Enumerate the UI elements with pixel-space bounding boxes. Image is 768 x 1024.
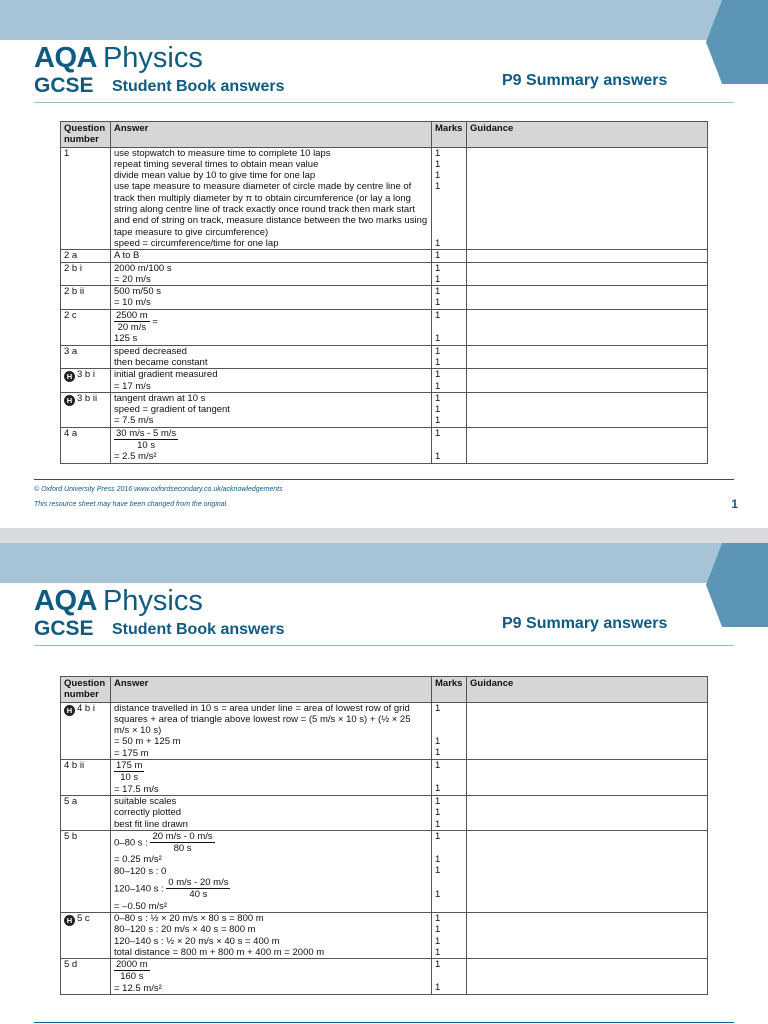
question-number: 2 b i bbox=[61, 262, 111, 286]
marks-cell bbox=[432, 262, 467, 286]
answer-cell bbox=[111, 250, 432, 262]
mark: 1 bbox=[435, 369, 441, 381]
fraction-line bbox=[114, 831, 428, 855]
mark-spacer bbox=[435, 321, 463, 333]
guidance-cell bbox=[467, 702, 708, 759]
col-question: Question number bbox=[61, 677, 111, 703]
header-band bbox=[0, 543, 768, 583]
higher-tier-icon: H bbox=[64, 915, 75, 926]
marks-cell bbox=[432, 427, 467, 463]
mark: 1 bbox=[435, 865, 441, 877]
answer-line: 80–120 s : 20 m/s × 40 s = 800 m bbox=[114, 924, 256, 936]
brand-subject: Physics bbox=[102, 42, 203, 74]
marks-cell bbox=[432, 795, 467, 830]
question-number: 3 a bbox=[61, 345, 111, 369]
question-number bbox=[61, 702, 111, 759]
answer-cell bbox=[111, 830, 432, 912]
mark: 1 bbox=[435, 912, 441, 924]
marks-cell bbox=[432, 345, 467, 369]
footer-divider bbox=[34, 1022, 734, 1023]
header-divider bbox=[34, 645, 734, 646]
mark: 1 bbox=[435, 262, 441, 274]
table-row bbox=[61, 262, 708, 286]
table-row bbox=[61, 309, 708, 345]
numerator: 30 m/s - 5 m/s bbox=[116, 427, 177, 439]
denominator: 10 s bbox=[120, 772, 139, 784]
answer-line: initial gradient measured bbox=[114, 369, 218, 381]
guidance-cell bbox=[467, 830, 708, 912]
answer-line: repeat timing several times to obtain mean value bbox=[114, 158, 319, 170]
question-label: 3 b ii bbox=[77, 392, 98, 404]
mark: 1 bbox=[435, 735, 441, 747]
marks-cell bbox=[432, 286, 467, 310]
mark: 1 bbox=[435, 795, 441, 807]
brand-subject: Physics bbox=[102, 585, 203, 617]
mark: 1 bbox=[435, 451, 441, 463]
answer-line: total distance = 800 m + 800 m + 400 m = 2000 m bbox=[114, 946, 325, 958]
answer-line: divide mean value by 10 to give time for one lap bbox=[114, 170, 316, 182]
mark: 1 bbox=[435, 959, 441, 971]
numerator: 2000 m bbox=[116, 959, 148, 971]
guidance-cell bbox=[467, 427, 708, 463]
answer-line: distance travelled in 10 s = area under line = area of lowest row of grid squares + area of triangle above lowest row = (5 m/s × 10 s) + (½ × 25 m/s × 10 s) bbox=[114, 702, 411, 737]
question-number bbox=[61, 392, 111, 427]
mark: 1 bbox=[435, 237, 441, 249]
question-label: 4 b i bbox=[77, 702, 95, 714]
mark: 1 bbox=[435, 181, 441, 193]
level-label: GCSE bbox=[34, 617, 94, 640]
doc-subtitle: Student Book answers bbox=[112, 621, 285, 638]
mark: 1 bbox=[435, 747, 441, 759]
mark-spacer bbox=[435, 193, 463, 238]
interval-label: 120–140 s : bbox=[114, 883, 164, 895]
mark: 1 bbox=[435, 807, 441, 819]
answer-line: 2000 m/100 s bbox=[114, 262, 172, 274]
answers-table bbox=[60, 121, 708, 464]
question-number: 4 b ii bbox=[61, 760, 111, 796]
fraction bbox=[114, 959, 150, 983]
table-row bbox=[61, 702, 708, 759]
numerator: 2500 m bbox=[116, 309, 148, 321]
answer-cell bbox=[111, 147, 432, 250]
answer-line: tangent drawn at 10 s bbox=[114, 392, 206, 404]
mark: 1 bbox=[435, 427, 441, 439]
table-row bbox=[61, 959, 708, 995]
answer-cell bbox=[111, 795, 432, 830]
answer-line: = 50 m + 125 m bbox=[114, 736, 181, 748]
fraction bbox=[166, 877, 230, 901]
marks-cell bbox=[432, 250, 467, 262]
mark: 1 bbox=[435, 356, 441, 368]
fraction bbox=[114, 760, 144, 784]
answer-cell bbox=[111, 912, 432, 958]
section-title: P9 Summary answers bbox=[502, 72, 668, 89]
mark: 1 bbox=[435, 309, 441, 321]
answer-line: = 17 m/s bbox=[114, 380, 151, 392]
marks-cell bbox=[432, 309, 467, 345]
mark: 1 bbox=[435, 345, 441, 357]
table-row bbox=[61, 795, 708, 830]
denominator: 40 s bbox=[189, 889, 208, 901]
table-row bbox=[61, 760, 708, 796]
answer-line: 80–120 s : 0 bbox=[114, 865, 167, 877]
answer-line: use stopwatch to measure time to complete 10 laps bbox=[114, 147, 331, 159]
answer-line: = –0.50 m/s² bbox=[114, 900, 168, 912]
mark: 1 bbox=[435, 380, 441, 392]
mark: 1 bbox=[435, 333, 441, 345]
numerator: 175 m bbox=[116, 760, 143, 772]
answer-line: = 175 m bbox=[114, 747, 149, 759]
answer-line: = 20 m/s bbox=[114, 273, 151, 285]
footer-note: This resource sheet may have been changed from the original. bbox=[34, 501, 229, 508]
answer-cell bbox=[111, 369, 432, 393]
answer-line: = 17.5 m/s bbox=[114, 783, 159, 795]
answer-cell bbox=[111, 286, 432, 310]
marks-cell bbox=[432, 912, 467, 958]
answer-line: A to B bbox=[114, 250, 140, 262]
mark-spacer bbox=[435, 842, 463, 854]
marks-cell bbox=[432, 760, 467, 796]
table-row bbox=[61, 369, 708, 393]
answer-line: = 7.5 m/s bbox=[114, 415, 154, 427]
col-guidance: Guidance bbox=[467, 677, 708, 703]
copyright-text: © Oxford University Press 2016 www.oxfordsecondary.co.uk/acknowledgements bbox=[34, 486, 283, 493]
mark: 1 bbox=[435, 404, 441, 416]
table-row bbox=[61, 345, 708, 369]
question-number: 2 c bbox=[61, 309, 111, 345]
answer-line: then became constant bbox=[114, 356, 208, 368]
mark: 1 bbox=[435, 982, 441, 994]
answer-line: 120–140 s : ½ × 20 m/s × 40 s = 400 m bbox=[114, 935, 280, 947]
answer-cell bbox=[111, 262, 432, 286]
col-question: Question number bbox=[61, 122, 111, 148]
fraction bbox=[114, 428, 178, 452]
guidance-cell bbox=[467, 369, 708, 393]
answer-cell bbox=[111, 427, 432, 463]
answer-line: 0–80 s : ½ × 20 m/s × 80 s = 800 m bbox=[114, 912, 264, 924]
answer-cell bbox=[111, 760, 432, 796]
guidance-cell bbox=[467, 760, 708, 796]
col-marks: Marks bbox=[432, 122, 467, 148]
mark-spacer bbox=[435, 771, 463, 783]
table-row bbox=[61, 392, 708, 427]
mark: 1 bbox=[435, 273, 441, 285]
denominator: 10 s bbox=[137, 440, 156, 452]
mark: 1 bbox=[435, 297, 441, 309]
page-number: 1 bbox=[731, 497, 738, 511]
marks-cell bbox=[432, 830, 467, 912]
answer-line: speed = gradient of tangent bbox=[114, 404, 230, 416]
answer-line: 125 s bbox=[114, 333, 138, 345]
mark: 1 bbox=[435, 854, 441, 866]
answer-line: best fit line drawn bbox=[114, 818, 188, 830]
mark-spacer bbox=[435, 877, 463, 889]
mark: 1 bbox=[435, 783, 441, 795]
answer-line: 500 m/50 s bbox=[114, 286, 161, 298]
guidance-cell bbox=[467, 912, 708, 958]
table-row bbox=[61, 147, 708, 250]
numerator: 20 m/s - 0 m/s bbox=[152, 830, 213, 842]
mark: 1 bbox=[435, 415, 441, 427]
higher-tier-icon: H bbox=[64, 705, 75, 716]
brand-aqa: AQA bbox=[34, 42, 97, 74]
question-number: 5 d bbox=[61, 959, 111, 995]
mark-spacer bbox=[435, 439, 463, 451]
page-2 bbox=[0, 543, 768, 1024]
mark: 1 bbox=[435, 888, 441, 900]
answer-line: correctly plotted bbox=[114, 807, 182, 819]
mark: 1 bbox=[435, 946, 441, 958]
table-row bbox=[61, 912, 708, 958]
denominator: 80 s bbox=[173, 843, 192, 855]
denominator: 160 s bbox=[120, 971, 144, 983]
mark: 1 bbox=[435, 158, 441, 170]
denominator: 20 m/s bbox=[117, 322, 147, 334]
question-number: 2 a bbox=[61, 250, 111, 262]
fraction-line bbox=[114, 877, 428, 901]
fraction-line bbox=[114, 760, 428, 784]
question-number bbox=[61, 369, 111, 393]
question-label: 5 c bbox=[77, 912, 90, 924]
mark-spacer bbox=[435, 970, 463, 982]
mark-spacer bbox=[435, 714, 463, 736]
marks-cell bbox=[432, 959, 467, 995]
mark: 1 bbox=[435, 830, 441, 842]
mark: 1 bbox=[435, 392, 441, 404]
mark: 1 bbox=[435, 250, 441, 262]
guidance-cell bbox=[467, 286, 708, 310]
footer-divider bbox=[34, 479, 734, 480]
mark: 1 bbox=[435, 147, 441, 159]
mark: 1 bbox=[435, 702, 441, 714]
mark: 1 bbox=[435, 924, 441, 936]
mark: 1 bbox=[435, 286, 441, 298]
guidance-cell bbox=[467, 309, 708, 345]
header-band bbox=[0, 0, 768, 40]
mark: 1 bbox=[435, 760, 441, 772]
question-label: 3 b i bbox=[77, 369, 95, 381]
question-number: 1 bbox=[61, 147, 111, 250]
fraction-line bbox=[114, 428, 428, 452]
answer-line: = 0.25 m/s² bbox=[114, 854, 162, 866]
answer-line: = 2.5 m/s² bbox=[114, 451, 157, 463]
col-guidance: Guidance bbox=[467, 122, 708, 148]
table-header-row bbox=[61, 677, 708, 703]
col-answer: Answer bbox=[111, 122, 432, 148]
answer-cell bbox=[111, 702, 432, 759]
answer-cell bbox=[111, 345, 432, 369]
fraction-line bbox=[114, 310, 428, 334]
table-row bbox=[61, 250, 708, 262]
section-title: P9 Summary answers bbox=[502, 615, 668, 632]
fraction-line bbox=[114, 959, 428, 983]
fraction bbox=[150, 831, 214, 855]
mark: 1 bbox=[435, 818, 441, 830]
answer-line: speed = circumference/time for one lap bbox=[114, 237, 279, 249]
question-number: 2 b ii bbox=[61, 286, 111, 310]
marks-cell bbox=[432, 147, 467, 250]
mark: 1 bbox=[435, 170, 441, 182]
table-row bbox=[61, 830, 708, 912]
question-number: 5 b bbox=[61, 830, 111, 912]
answer-line: = 12.5 m/s² bbox=[114, 982, 162, 994]
guidance-cell bbox=[467, 392, 708, 427]
fraction bbox=[114, 310, 150, 334]
marks-cell bbox=[432, 702, 467, 759]
guidance-cell bbox=[467, 262, 708, 286]
col-marks: Marks bbox=[432, 677, 467, 703]
answer-line: use tape measure to measure diameter of circle made by centre line of track then multiply diameter by π to obtain circumference (or lay a long string along centre line of track exactly once round track then mark start and end of string on track, measure distance between the two marks using tape measure to give circumference) bbox=[114, 181, 428, 238]
table-row bbox=[61, 427, 708, 463]
level-label: GCSE bbox=[34, 74, 94, 97]
guidance-cell bbox=[467, 795, 708, 830]
answer-cell bbox=[111, 392, 432, 427]
table-header-row bbox=[61, 122, 708, 148]
question-number: 5 a bbox=[61, 795, 111, 830]
numerator: 0 m/s - 20 m/s bbox=[168, 877, 229, 889]
answers-table bbox=[60, 676, 708, 995]
marks-cell bbox=[432, 392, 467, 427]
guidance-cell bbox=[467, 250, 708, 262]
answer-line: = 10 m/s bbox=[114, 297, 151, 309]
higher-tier-icon: H bbox=[64, 371, 75, 382]
higher-tier-icon: H bbox=[64, 395, 75, 406]
table-row bbox=[61, 286, 708, 310]
doc-subtitle: Student Book answers bbox=[112, 78, 285, 95]
brand-aqa: AQA bbox=[34, 585, 97, 617]
answer-line: suitable scales bbox=[114, 795, 177, 807]
guidance-cell bbox=[467, 345, 708, 369]
interval-label: 0–80 s : bbox=[114, 837, 148, 849]
answer-cell bbox=[111, 959, 432, 995]
col-answer: Answer bbox=[111, 677, 432, 703]
question-number bbox=[61, 912, 111, 958]
equals: = bbox=[152, 316, 158, 328]
guidance-cell bbox=[467, 147, 708, 250]
question-number: 4 a bbox=[61, 427, 111, 463]
mark: 1 bbox=[435, 935, 441, 947]
answer-line: speed decreased bbox=[114, 345, 187, 357]
marks-cell bbox=[432, 369, 467, 393]
answer-cell bbox=[111, 309, 432, 345]
guidance-cell bbox=[467, 959, 708, 995]
header-divider bbox=[34, 102, 734, 103]
